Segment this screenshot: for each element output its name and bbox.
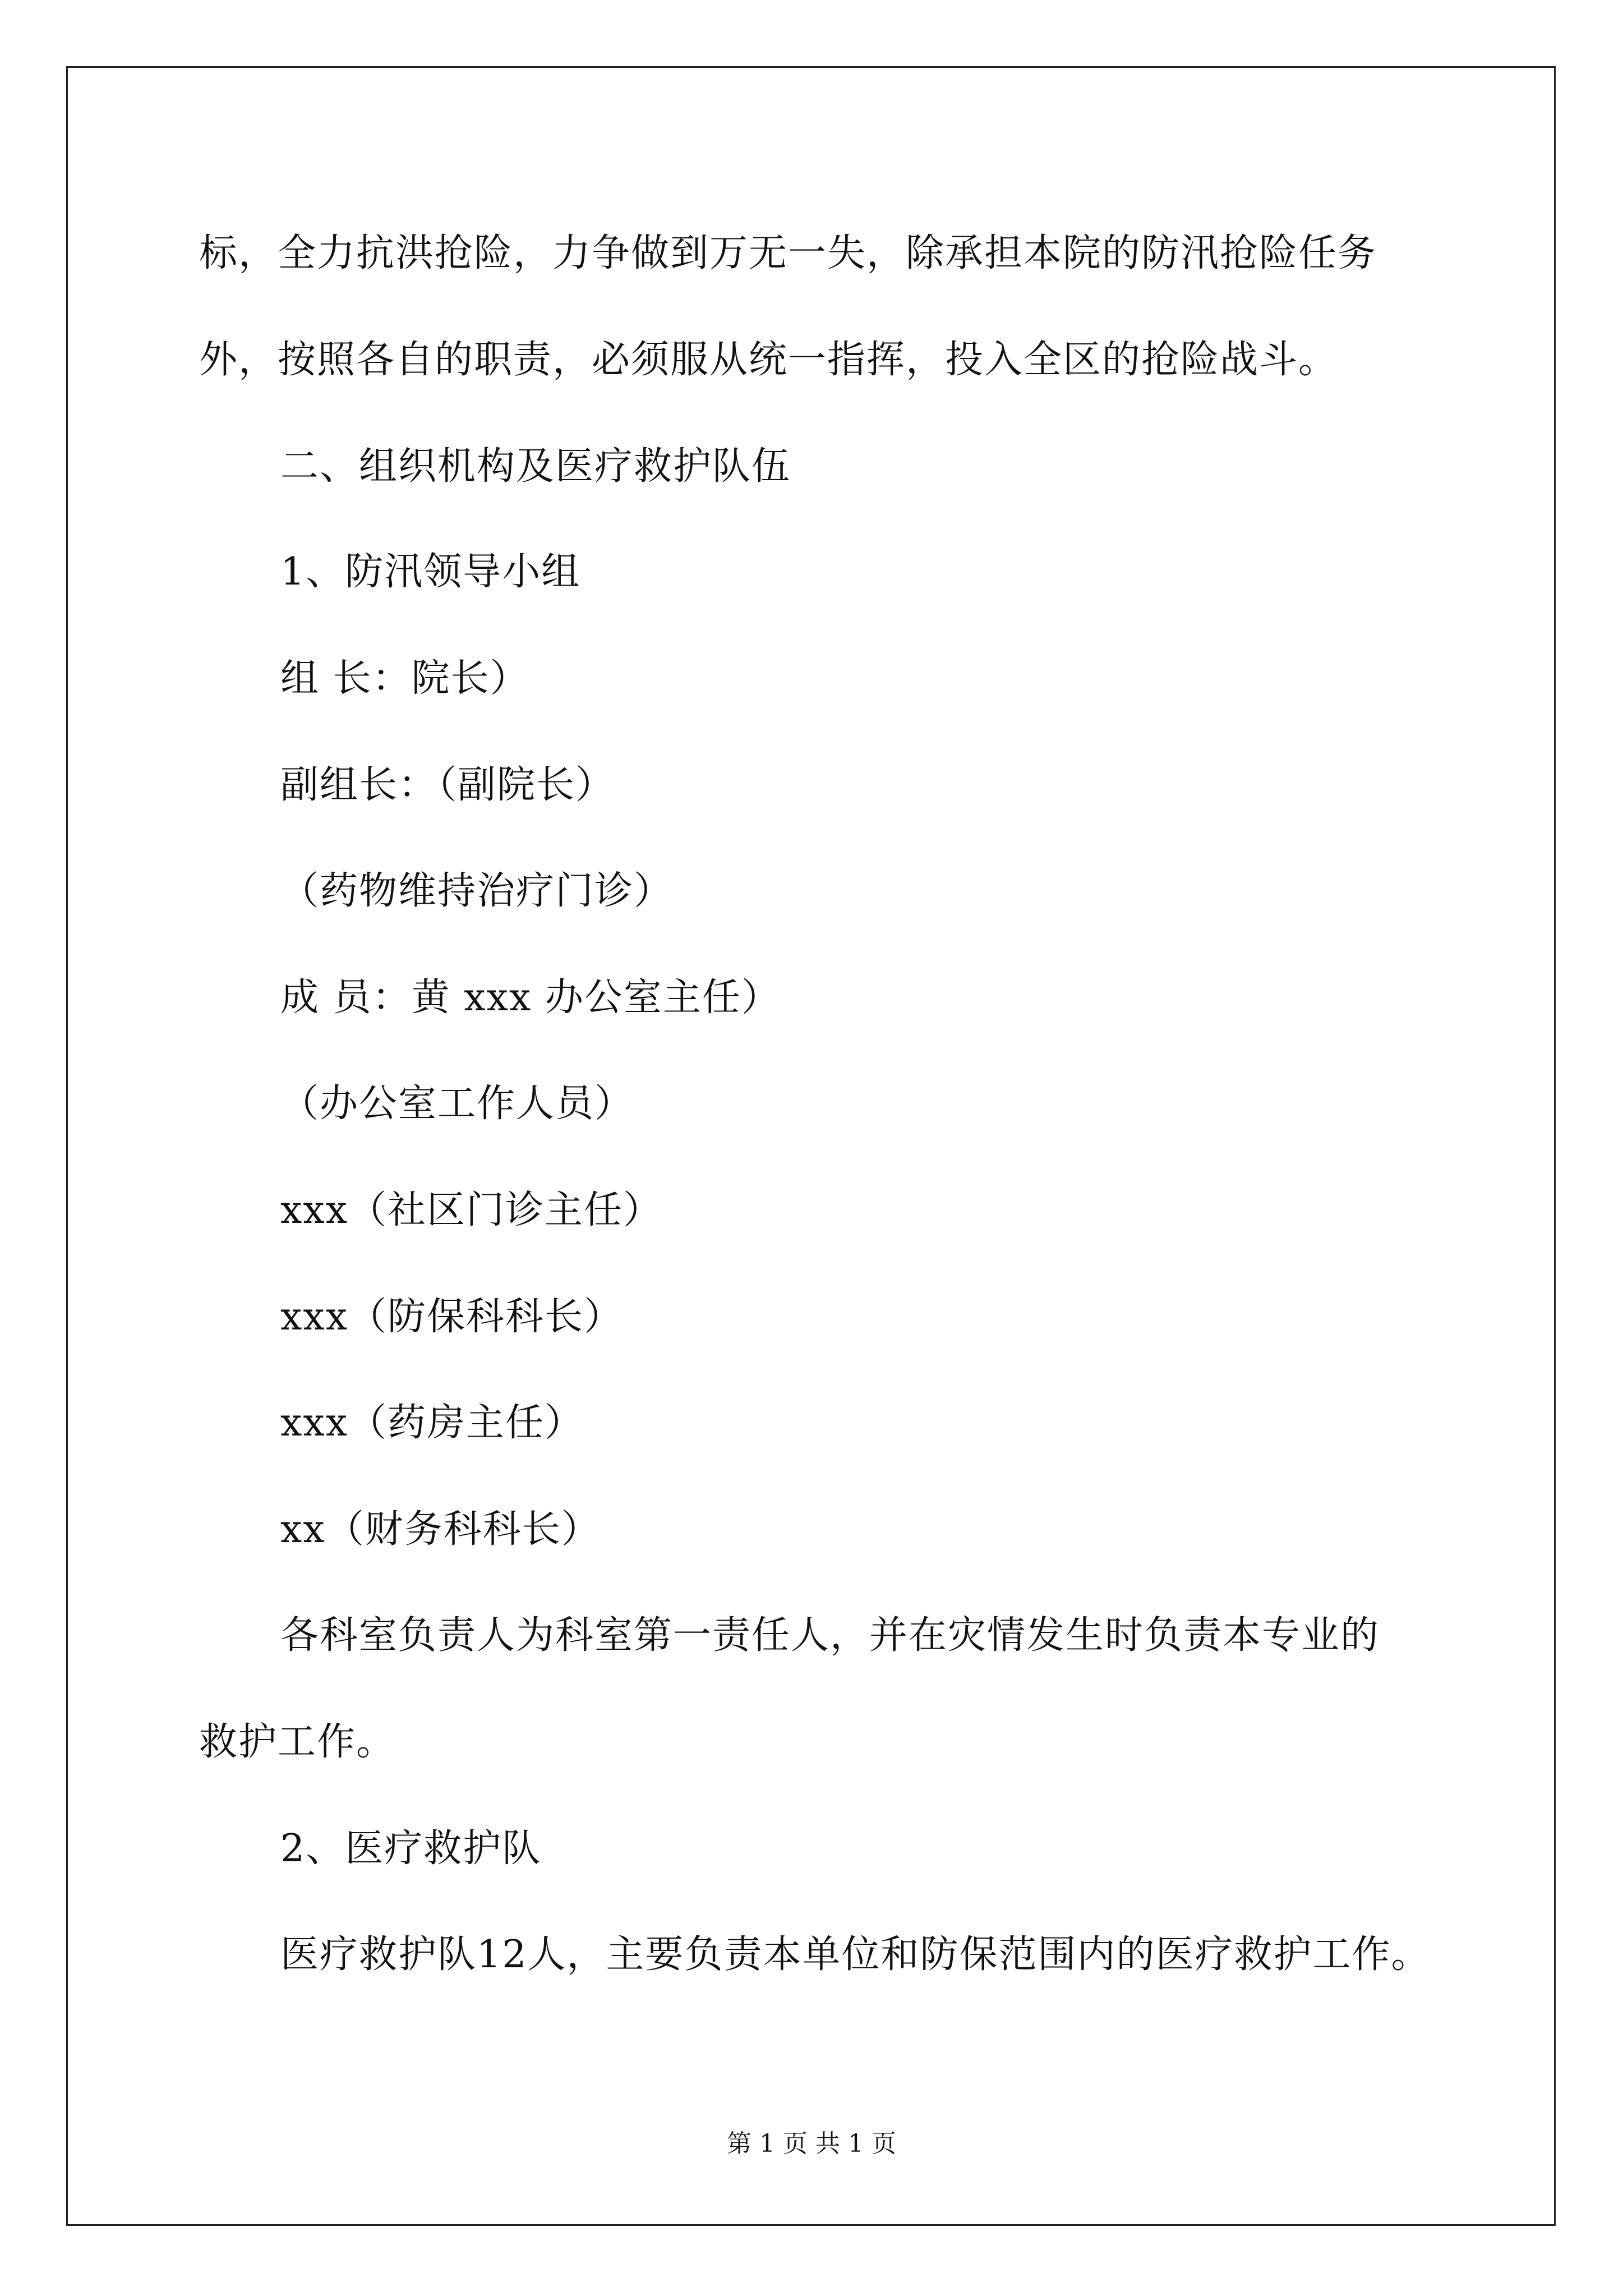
paragraph-line: xxx（防保科科长） (280, 1295, 624, 1339)
paragraph-line: 成 员：黄 xxx 办公室主任） (280, 976, 781, 1020)
paragraph-line: 外，按照各自的职责，必须服从统一指挥，投入全区的抢险战斗。 (199, 338, 1338, 382)
paragraph-line: 组 长：院长） (280, 656, 529, 701)
subsection-heading: 2、医疗救护队 (280, 1826, 542, 1871)
page-footer: 第 1 页 共 1 页 (727, 2129, 896, 2158)
paragraph-line: （办公室工作人员） (280, 1082, 634, 1126)
paragraph-line: 副组长：（副院长） (280, 763, 615, 807)
paragraph-line: 各科室负责人为科室第一责任人，并在灾情发生时负责本专业的 (280, 1613, 1380, 1658)
page-border (66, 66, 1556, 2226)
paragraph-line: xxx（药房主任） (280, 1401, 584, 1445)
paragraph-line: 标，全力抗洪抢险，力争做到万无一失，除承担本院的防汛抢险任务 (199, 231, 1377, 275)
paragraph-line: （药物维持治疗门诊） (280, 869, 674, 913)
paragraph-line: xx（财务科科长） (280, 1507, 601, 1552)
section-heading: 二、组织机构及医疗救护队伍 (280, 444, 791, 489)
paragraph-line: 救护工作。 (199, 1720, 396, 1764)
paragraph-line: xxx（社区门诊主任） (280, 1188, 663, 1232)
subsection-heading: 1、防汛领导小组 (280, 550, 581, 594)
paragraph-line: 医疗救护队12人，主要负责本单位和防保范围内的医疗救护工作。 (280, 1932, 1431, 1977)
